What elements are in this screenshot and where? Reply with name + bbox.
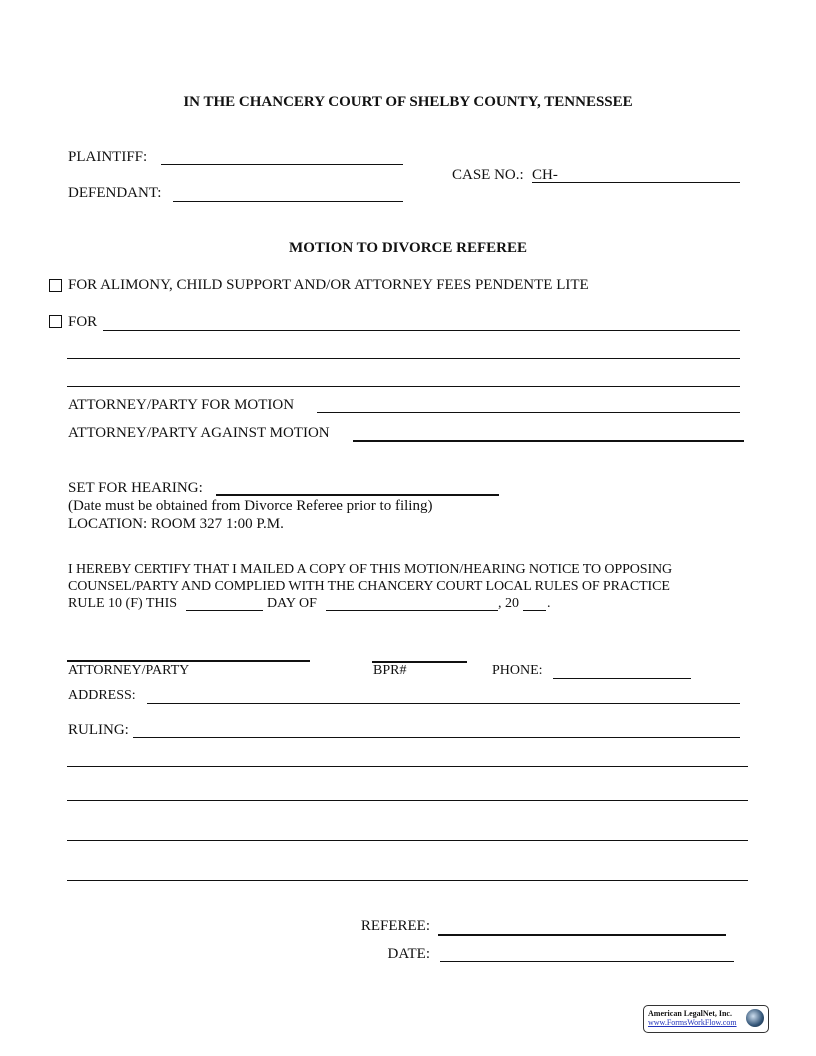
alimony-checkbox[interactable] [49, 279, 62, 292]
certify-line-1: I HEREBY CERTIFY THAT I MAILED A COPY OF THIS MOTION/HEARING NOTICE TO OPPOSING [68, 562, 673, 577]
referee-label: REFEREE: [360, 918, 430, 934]
address-label: ADDRESS: [68, 688, 136, 703]
attorney-party-label: ATTORNEY/PARTY [68, 663, 190, 678]
hearing-field[interactable] [216, 494, 499, 496]
globe-icon [746, 1009, 764, 1027]
ruling-line-2[interactable] [67, 766, 748, 767]
certify-year-field[interactable] [523, 610, 546, 611]
date-label: DATE: [387, 946, 430, 962]
logo-url[interactable]: www.FormsWorkFlow.com [648, 1018, 737, 1027]
hearing-label: SET FOR HEARING: [68, 480, 203, 496]
other-field-line-3[interactable] [67, 386, 740, 387]
phone-label: PHONE: [492, 663, 543, 678]
attorney-against-label: ATTORNEY/PARTY AGAINST MOTION [68, 425, 330, 441]
hearing-note: (Date must be obtained from Divorce Referee prior to filing) [68, 498, 433, 514]
plaintiff-label: PLAINTIFF: [68, 149, 148, 165]
phone-field[interactable] [553, 678, 691, 679]
other-field-line-2[interactable] [67, 358, 740, 359]
ruling-field[interactable] [133, 737, 740, 738]
certify-year-label: , 20 [498, 596, 519, 611]
date-field[interactable] [440, 961, 734, 962]
defendant-label: DEFENDANT: [68, 185, 162, 201]
other-checkbox[interactable] [49, 315, 62, 328]
other-field[interactable] [103, 330, 740, 331]
ruling-label: RULING: [68, 722, 129, 738]
american-legalnet-logo[interactable] [643, 1005, 769, 1033]
ruling-line-5[interactable] [67, 880, 748, 881]
ruling-line-3[interactable] [67, 800, 748, 801]
hearing-location: LOCATION: ROOM 327 1:00 P.M. [68, 516, 284, 532]
alimony-option-label: FOR ALIMONY, CHILD SUPPORT AND/OR ATTORNEY FEES PENDENTE LITE [68, 277, 589, 293]
case-no-field[interactable] [532, 182, 740, 183]
logo-company: American LegalNet, Inc. [648, 1009, 732, 1018]
certify-line-2: COUNSEL/PARTY AND COMPLIED WITH THE CHANCERY COURT LOCAL RULES OF PRACTICE [68, 579, 670, 594]
ruling-line-4[interactable] [67, 840, 748, 841]
case-no-label: CASE NO.: [452, 167, 524, 183]
case-no-prefix: CH- [532, 167, 558, 183]
certify-rule: RULE 10 (F) THIS [68, 596, 178, 611]
bpr-label: BPR# [373, 663, 407, 678]
motion-heading: MOTION TO DIVORCE REFEREE [289, 240, 527, 256]
certify-day-of: DAY OF [267, 596, 317, 611]
referee-field[interactable] [438, 934, 726, 936]
attorney-for-field[interactable] [317, 412, 740, 413]
defendant-field[interactable] [173, 201, 403, 202]
address-field[interactable] [147, 703, 740, 704]
certify-period: . [547, 596, 551, 611]
plaintiff-field[interactable] [161, 164, 403, 165]
certify-month-field[interactable] [326, 610, 498, 611]
court-title: IN THE CHANCERY COURT OF SHELBY COUNTY, TENNESSEE [183, 94, 633, 110]
certify-day-field[interactable] [186, 610, 263, 611]
other-option-label: FOR [68, 314, 98, 330]
attorney-for-label: ATTORNEY/PARTY FOR MOTION [68, 397, 295, 413]
attorney-against-field[interactable] [353, 440, 744, 442]
